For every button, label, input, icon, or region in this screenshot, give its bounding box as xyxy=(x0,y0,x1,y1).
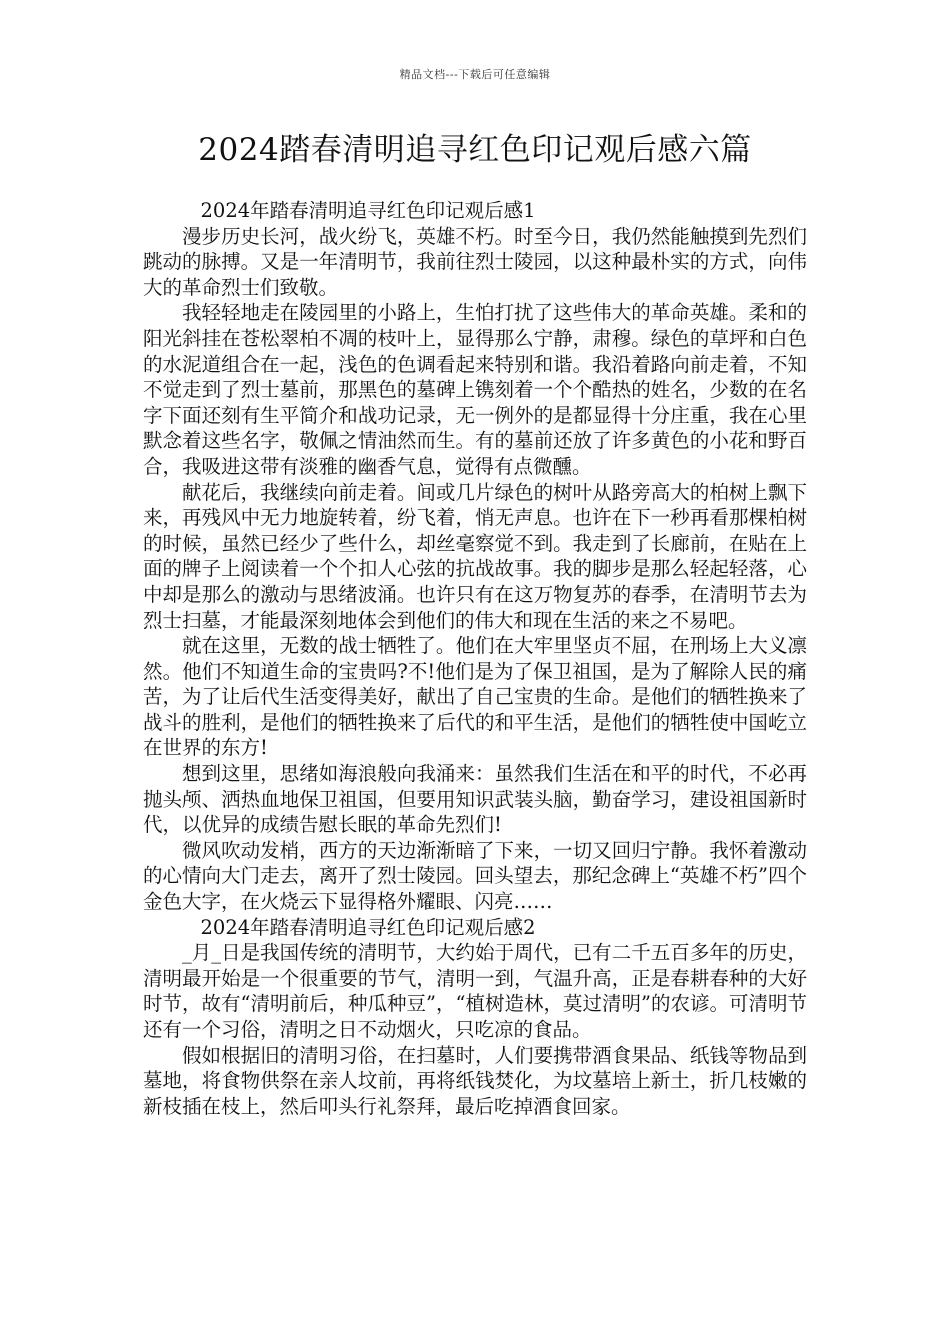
body-paragraph: 想到这里，思绪如海浪般向我涌来：虽然我们生活在和平的时代，不必再抛头颅、洒热血地保卫祖国，但要用知识武装头脑，勤奋学习，建设祖国新时代，以优异的成绩告慰长眠的革命先烈们! xyxy=(143,762,807,837)
body-paragraph: 微风吹动发梢，西方的天边渐渐暗了下来，一切又回归宁静。我怀着激动的心情向大门走去，离开了烈士陵园。回头望去，那纪念碑上“英雄不朽”四个金色大字，在火烧云下显得格外耀眼、闪亮…… xyxy=(143,838,807,914)
section-heading-2: 2024年踏春清明追寻红色印记观后感2 xyxy=(200,915,536,939)
body-paragraph: 献花后，我继续向前走着。间或几片绿色的树叶从路旁高大的柏树上飘下来，再残风中无力地旋转着，纷飞着，悄无声息。也许在下一秒再看那棵柏树的时候，虽然已经少了些什么，却丝毫察觉不到。我走到了长廊前，在贴在上面的牌子上阅读着一个个扣人心弦的抗战故事。我的脚步是那么轻起轻落，心中却是那么的激动与思绪波涌。也许只有在这万物复苏的春季，在清明节去为烈士扫墓，才能最深刻地体会到他们的伟大和现在生活的来之不易吧。 xyxy=(143,480,807,632)
document-body xyxy=(143,198,807,1119)
body-paragraph: 我轻轻地走在陵园里的小路上，生怕打扰了这些伟大的革命英雄。柔和的阳光斜挂在苍松翠柏不凋的枝叶上，显得那么宁静，肃穆。绿色的草坪和白色的水泥道组合在一起，浅色的色调看起来特别和谐。我沿着路向前走着，不知不觉走到了烈士墓前，那黑色的墓碑上镌刻着一个个酷热的姓名，少数的在名字下面还刻有生平简介和战功记录，无一例外的是都显得十分庄重，我在心里默念着这些名字，敬佩之情油然而生。有的墓前还放了许多黄色的小花和野百合，我吸进这带有淡雅的幽香气息，觉得有点微醺。 xyxy=(143,301,807,478)
body-paragraph: 漫步历史长河，战火纷飞，英雄不朽。时至今日，我仍然能触摸到先烈们跳动的脉搏。又是一年清明节，我前往烈士陵园，以这种最朴实的方式，向伟大的革命烈士们致敬。 xyxy=(143,224,807,299)
body-paragraph: _月_日是我国传统的清明节，大约始于周代，已有二千五百多年的历史，清明最开始是一个很重要的节气，清明一到，气温升高，正是春耕春种的大好时节，故有“清明前后，种瓜种豆”，“植树造林，莫过清明”的农谚。可清明节还有一个习俗，清明之日不动烟火，只吃凉的食品。 xyxy=(143,941,807,1041)
section-heading-1: 2024年踏春清明追寻红色印记观后感1 xyxy=(200,199,536,222)
header-note: 精品文档---下载后可任意编辑 xyxy=(399,68,551,81)
document-title: 2024踏春清明追寻红色印记观后感六篇 xyxy=(198,132,752,168)
body-paragraph: 就在这里，无数的战士牺牲了。他们在大牢里坚贞不屈，在刑场上大义凛然。他们不知道生命的宝贵吗?不!他们是为了保卫祖国，是为了解除人民的痛苦，为了让后代生活变得美好，献出了自己宝贵的生命。是他们的牺牲换来了战斗的胜利，是他们的牺牲换来了后代的和平生活，是他们的牺牲使中国屹立在世界的东方! xyxy=(143,634,807,760)
body-paragraph: 假如根据旧的清明习俗，在扫墓时，人们要携带酒食果品、纸钱等物品到墓地，将食物供祭在亲人坟前，再将纸钱焚化，为坟墓培上新土，折几枝嫩的新枝插在枝上，然后叩头行礼祭拜，最后吃掉酒食回家。 xyxy=(143,1043,807,1118)
